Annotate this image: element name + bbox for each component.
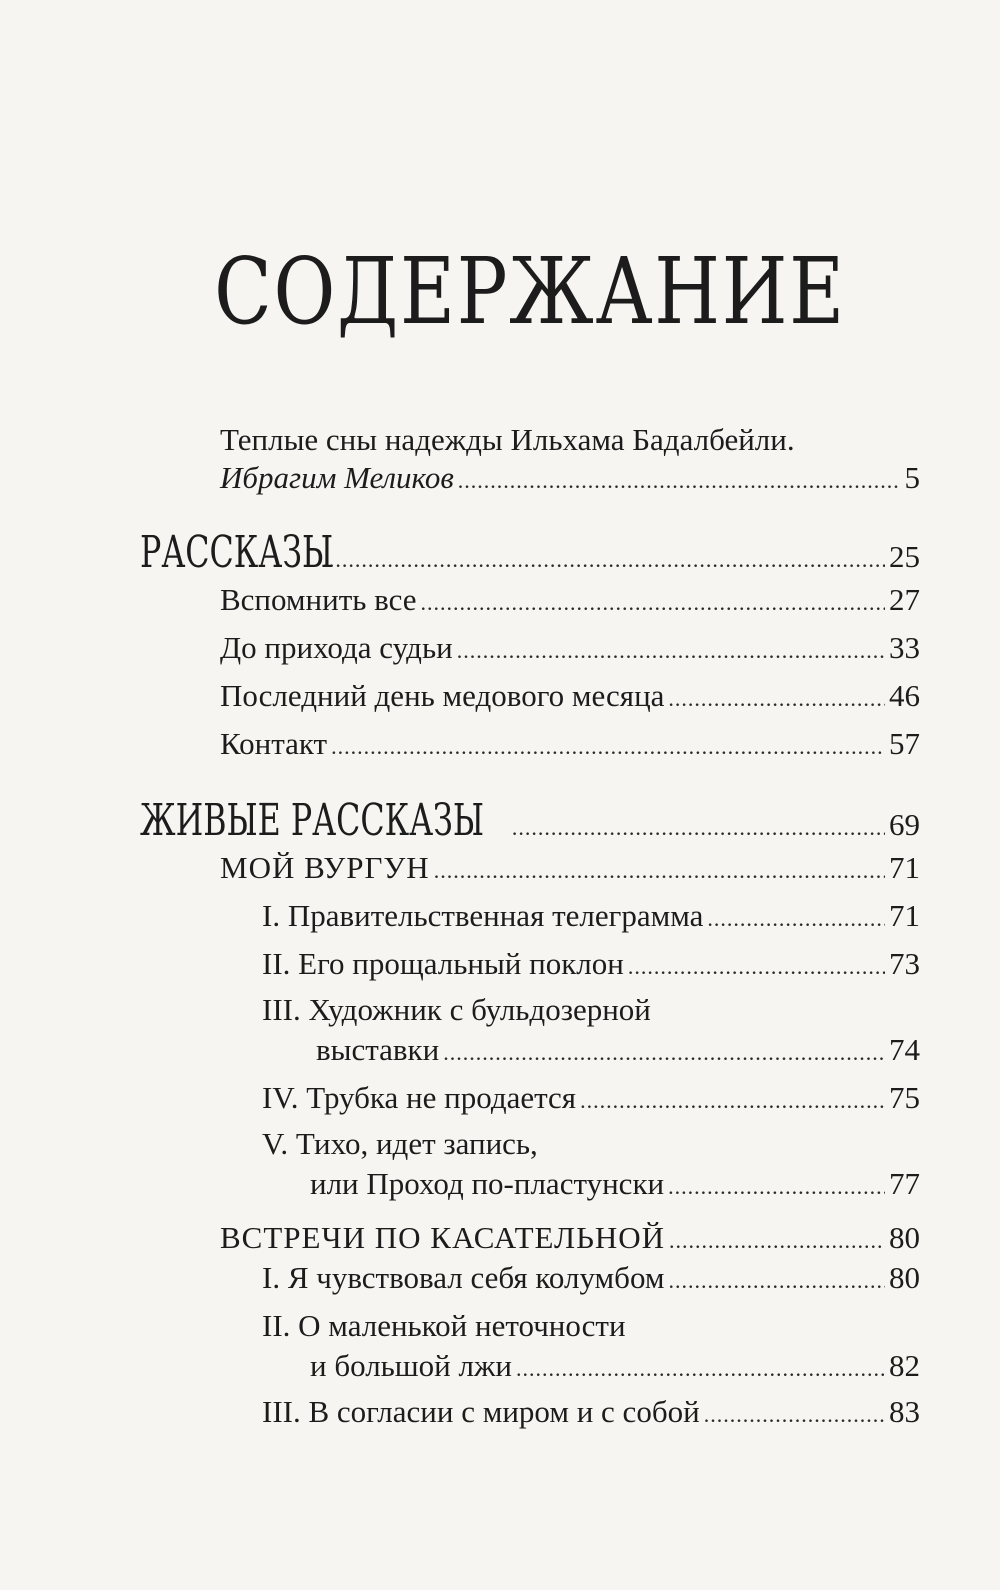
toc-entry[interactable] xyxy=(220,724,920,767)
entry-title: II. Его прощальный поклон xyxy=(262,946,624,981)
foreword-author: Ибрагим Меликов xyxy=(220,460,454,495)
page-number: 25 xyxy=(889,539,920,574)
leader-dots xyxy=(512,808,885,848)
page-number: 27 xyxy=(889,582,920,617)
toc-entry-foreword[interactable] xyxy=(220,458,920,501)
leader-dots xyxy=(322,540,885,580)
entry-title-line1: II. О маленькой неточности xyxy=(262,1308,626,1343)
entry-title: I. Правительственная телеграмма xyxy=(262,898,704,933)
toc-entry[interactable] xyxy=(262,1392,920,1435)
toc-entry[interactable] xyxy=(310,1164,920,1207)
leader-dots xyxy=(669,1221,885,1261)
toc-group-my-vurgun[interactable] xyxy=(220,848,920,891)
toc-entry[interactable] xyxy=(262,1078,920,1121)
toc-entry[interactable] xyxy=(310,1346,920,1389)
page-number: 80 xyxy=(889,1260,920,1295)
page-number: 5 xyxy=(904,460,920,495)
toc-entry[interactable] xyxy=(262,944,920,987)
toc-entry[interactable] xyxy=(220,628,920,671)
entry-title: III. В согласии с миром и с собой xyxy=(262,1394,700,1429)
leader-dots xyxy=(421,583,885,623)
leader-dots xyxy=(457,631,885,671)
page-number: 46 xyxy=(889,678,920,713)
page-number: 73 xyxy=(889,946,920,981)
leader-dots xyxy=(668,1167,885,1207)
page-number: 57 xyxy=(889,726,920,761)
entry-title: Последний день медового месяца xyxy=(220,678,665,713)
toc-section-stories[interactable] xyxy=(140,528,920,580)
leader-dots xyxy=(516,1349,885,1389)
leader-dots xyxy=(704,1395,885,1435)
entry-title-line2: выставки xyxy=(316,1032,440,1067)
page-number: 71 xyxy=(889,898,920,933)
page-number: 69 xyxy=(889,807,920,842)
entry-title: До прихода судьи xyxy=(220,630,453,665)
toc-entry[interactable] xyxy=(262,1258,920,1301)
entry-title: IV. Трубка не продается xyxy=(262,1080,577,1115)
page-title: СОДЕРЖАНИЕ xyxy=(214,238,846,345)
toc-group-tangent-meetings[interactable] xyxy=(220,1218,920,1261)
leader-dots xyxy=(628,947,885,987)
group-title: МОЙ ВУРГУН xyxy=(220,850,430,885)
leader-dots xyxy=(668,1261,885,1301)
toc-entry[interactable] xyxy=(316,1030,920,1073)
entry-title-line1: V. Тихо, идет запись, xyxy=(262,1126,538,1161)
foreword-title: Теплые сны надежды Ильхама Бадалбейли. xyxy=(220,422,795,457)
leader-dots xyxy=(458,461,901,501)
section-title: РАССКАЗЫ xyxy=(140,527,334,578)
toc-entry[interactable] xyxy=(220,580,920,623)
page-number: 75 xyxy=(889,1080,920,1115)
group-title: ВСТРЕЧИ ПО КАСАТЕЛЬНОЙ xyxy=(220,1220,666,1255)
page-number: 82 xyxy=(889,1348,920,1383)
page-number: 74 xyxy=(889,1032,920,1067)
page-number: 80 xyxy=(889,1220,920,1255)
leader-dots xyxy=(434,851,885,891)
leader-dots xyxy=(707,899,885,939)
entry-title-line2: и большой лжи xyxy=(310,1348,512,1383)
leader-dots xyxy=(580,1081,885,1121)
section-title: ЖИВЫЕ РАССКАЗЫ xyxy=(140,795,485,846)
entry-title: Контакт xyxy=(220,726,328,761)
entry-title: I. Я чувствовал себя колумбом xyxy=(262,1260,665,1295)
page-number: 71 xyxy=(889,850,920,885)
page-number: 33 xyxy=(889,630,920,665)
page-number: 83 xyxy=(889,1394,920,1429)
toc-entry[interactable] xyxy=(220,676,920,719)
page-number: 77 xyxy=(889,1166,920,1201)
leader-dots xyxy=(668,679,885,719)
entry-title-line2: или Проход по-пластунски xyxy=(310,1166,665,1201)
entry-title-line1: III. Художник с бульдозерной xyxy=(262,992,651,1027)
leader-dots xyxy=(443,1033,885,1073)
toc-entry[interactable] xyxy=(262,896,920,939)
leader-dots xyxy=(331,727,885,767)
entry-title: Вспомнить все xyxy=(220,582,417,617)
toc-section-living-stories[interactable] xyxy=(140,796,920,848)
